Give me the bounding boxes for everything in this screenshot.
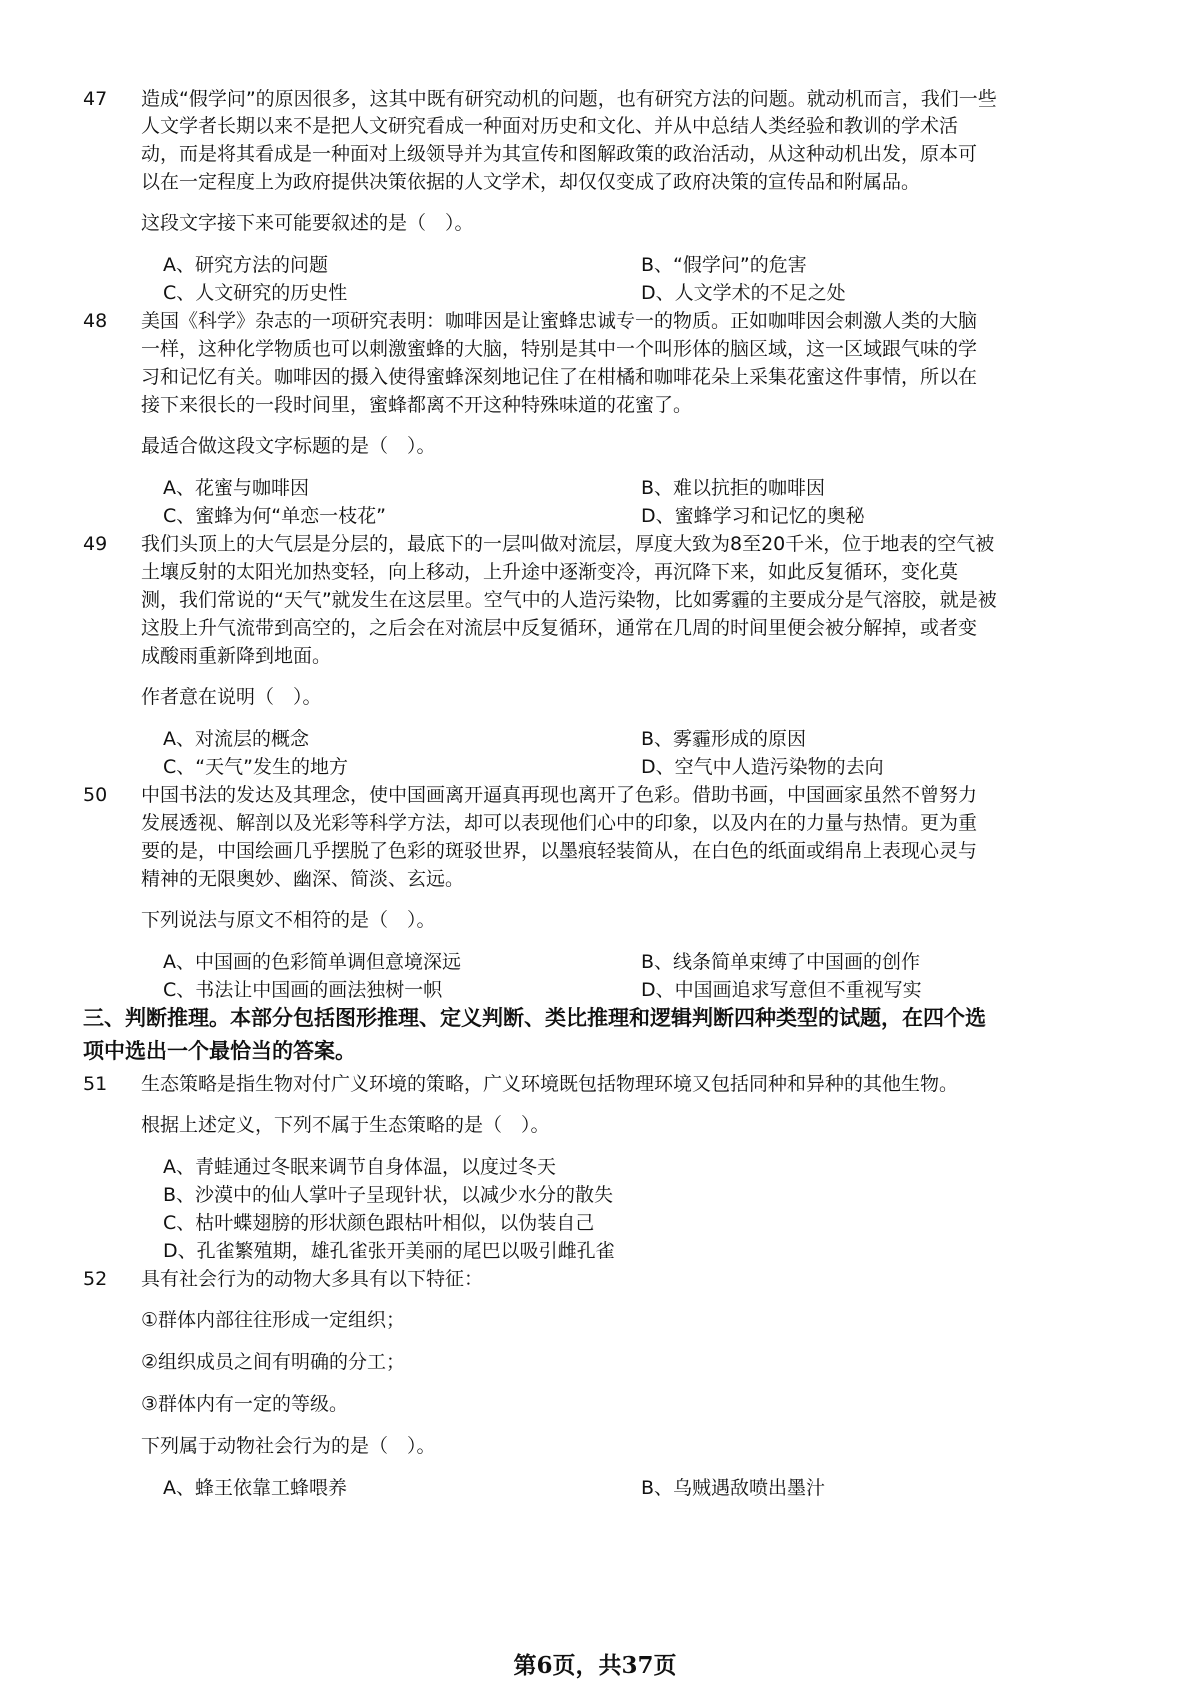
question-51-text: 生态策略是指生物对付广义环境的策略，广义环境既包括物理环境又包括同种和异种的其他生物。 <box>141 1073 959 1095</box>
section-heading-line-2: 项中选出一个最恰当的答案。 <box>83 1039 356 1063</box>
question-48-line-1: 美国《科学》杂志的一项研究表明：咖啡因是让蜜蜂忠诚专一的物质。正如咖啡因会刺激人类的大脑 <box>141 310 978 332</box>
question-52-item-3: ③群体内有一定的等级。 <box>141 1393 349 1415</box>
question-52-text: 具有社会行为的动物大多具有以下特征： <box>141 1268 484 1290</box>
question-47-option-c: C、人文研究的历史性 <box>163 282 348 304</box>
question-49-line-3: 测，我们常说的“天气”就发生在这层里。空气中的人造污染物，比如雾霾的主要成分是气溶胶，就是被 <box>141 589 997 611</box>
question-49-line-5: 成酸雨重新降到地面。 <box>141 645 332 667</box>
question-47-prompt: 这段文字接下来可能要叙述的是（ ）。 <box>141 212 474 234</box>
question-47-line-1: 造成“假学问”的原因很多，这其中既有研究动机的问题，也有研究方法的问题。就动机而言，我们一些 <box>141 88 997 110</box>
question-49-option-d: D、空气中人造污染物的去向 <box>641 756 884 778</box>
question-49-prompt: 作者意在说明（ ）。 <box>141 686 322 708</box>
question-47-line-2: 人文学者长期以来不是把人文研究看成一种面对历史和文化、并从中总结人类经验和教训的学术活 <box>141 115 959 137</box>
question-number: 49 <box>83 533 108 555</box>
question-50-line-1: 中国书法的发达及其理念，使中国画离开逼真再现也离开了色彩。借助书画，中国画家虽然不曾努力 <box>141 784 978 806</box>
question-47-option-b: B、“假学问”的危害 <box>641 254 807 276</box>
question-number: 48 <box>83 310 108 332</box>
question-52-option-a: A、蜂王依靠工蜂喂养 <box>163 1477 347 1499</box>
question-50-option-c: C、书法让中国画的画法独树一帜 <box>163 979 443 1001</box>
question-49-line-2: 土壤反射的太阳光加热变轻，向上移动，上升途中逐渐变冷，再沉降下来，如此反复循环，变化莫 <box>141 561 959 583</box>
section-heading <box>83 1002 1123 1068</box>
section-heading-line-1: 三、判断推理。本部分包括图形推理、定义判断、类比推理和逻辑判断四种类型的试题，在四个选 <box>83 1006 986 1030</box>
question-48-prompt: 最适合做这段文字标题的是（ ）。 <box>141 435 436 457</box>
question-51-option-a: A、青蛙通过冬眠来调节自身体温，以度过冬天 <box>163 1156 556 1178</box>
question-47-option-d: D、人文学术的不足之处 <box>641 282 846 304</box>
question-51-option-d: D、孔雀繁殖期，雄孔雀张开美丽的尾巴以吸引雌孔雀 <box>163 1240 615 1262</box>
question-48-option-a: A、花蜜与咖啡因 <box>163 477 309 499</box>
question-50-line-3: 要的是，中国绘画几乎摆脱了色彩的斑驳世界，以墨痕轻装简从，在白色的纸面或绢帛上表现心灵与 <box>141 840 978 862</box>
question-48-line-2: 一样，这种化学物质也可以刺激蜜蜂的大脑，特别是其中一个叫形体的脑区域，这一区域跟气味的学 <box>141 338 978 360</box>
question-47-line-3: 动，而是将其看成是一种面对上级领导并为其宣传和图解政策的政治活动，从这种动机出发，原本可 <box>141 143 978 165</box>
page-footer: 第6页，共37页 <box>513 1652 677 1679</box>
question-number: 50 <box>83 784 108 806</box>
question-52-item-2: ②组织成员之间有明确的分工； <box>141 1351 406 1373</box>
question-number: 51 <box>83 1073 108 1095</box>
question-50-prompt: 下列说法与原文不相符的是（ ）。 <box>141 909 436 931</box>
question-47-option-a: A、研究方法的问题 <box>163 254 328 276</box>
question-48-option-d: D、蜜蜂学习和记忆的奥秘 <box>641 505 865 527</box>
question-49-line-1: 我们头顶上的大气层是分层的，最底下的一层叫做对流层，厚度大致为8至20千米，位于地表的空气被 <box>141 533 995 555</box>
question-50-line-4: 精神的无限奥妙、幽深、简淡、玄远。 <box>141 868 465 890</box>
question-50-option-d: D、中国画追求写意但不重视写实 <box>641 979 922 1001</box>
question-52-option-b: B、乌贼遇敌喷出墨汁 <box>641 1477 826 1499</box>
question-number: 52 <box>83 1268 108 1290</box>
question-47-line-4: 以在一定程度上为政府提供决策依据的人文学术，却仅仅变成了政府决策的宣传品和附属品。 <box>141 171 921 193</box>
question-48-line-3: 习和记忆有关。咖啡因的摄入使得蜜蜂深刻地记住了在柑橘和咖啡花朵上采集花蜜这件事情，所以在 <box>141 366 978 388</box>
question-49-line-4: 这股上升气流带到高空的，之后会在对流层中反复循环，通常在几周的时间里便会被分解掉，或者变 <box>141 617 978 639</box>
question-number: 47 <box>83 88 108 110</box>
question-49-option-a: A、对流层的概念 <box>163 728 309 750</box>
question-48-option-b: B、难以抗拒的咖啡因 <box>641 477 826 499</box>
question-50-option-b: B、线条简单束缚了中国画的创作 <box>641 951 921 973</box>
question-52-item-1: ①群体内部往往形成一定组织； <box>141 1309 406 1331</box>
question-52-prompt: 下列属于动物社会行为的是（ ）。 <box>141 1435 436 1457</box>
question-50-option-a: A、中国画的色彩简单调但意境深远 <box>163 951 461 973</box>
question-48-line-4: 接下来很长的一段时间里，蜜蜂都离不开这种特殊味道的花蜜了。 <box>141 394 693 416</box>
question-51-prompt: 根据上述定义，下列不属于生态策略的是（ ）。 <box>141 1114 550 1136</box>
question-51-option-b: B、沙漠中的仙人掌叶子呈现针状，以减少水分的散失 <box>163 1184 614 1206</box>
question-50-line-2: 发展透视、解剖以及光彩等科学方法，却可以表现他们心中的印象，以及内在的力量与热情。更为重 <box>141 812 978 834</box>
question-49-option-b: B、雾霾形成的原因 <box>641 728 807 750</box>
question-51-option-c: C、枯叶蝶翅膀的形状颜色跟枯叶相似，以伪装自己 <box>163 1212 595 1234</box>
question-48-option-c: C、蜜蜂为何“单恋一枝花” <box>163 505 386 527</box>
question-49-option-c: C、“天气”发生的地方 <box>163 756 348 778</box>
